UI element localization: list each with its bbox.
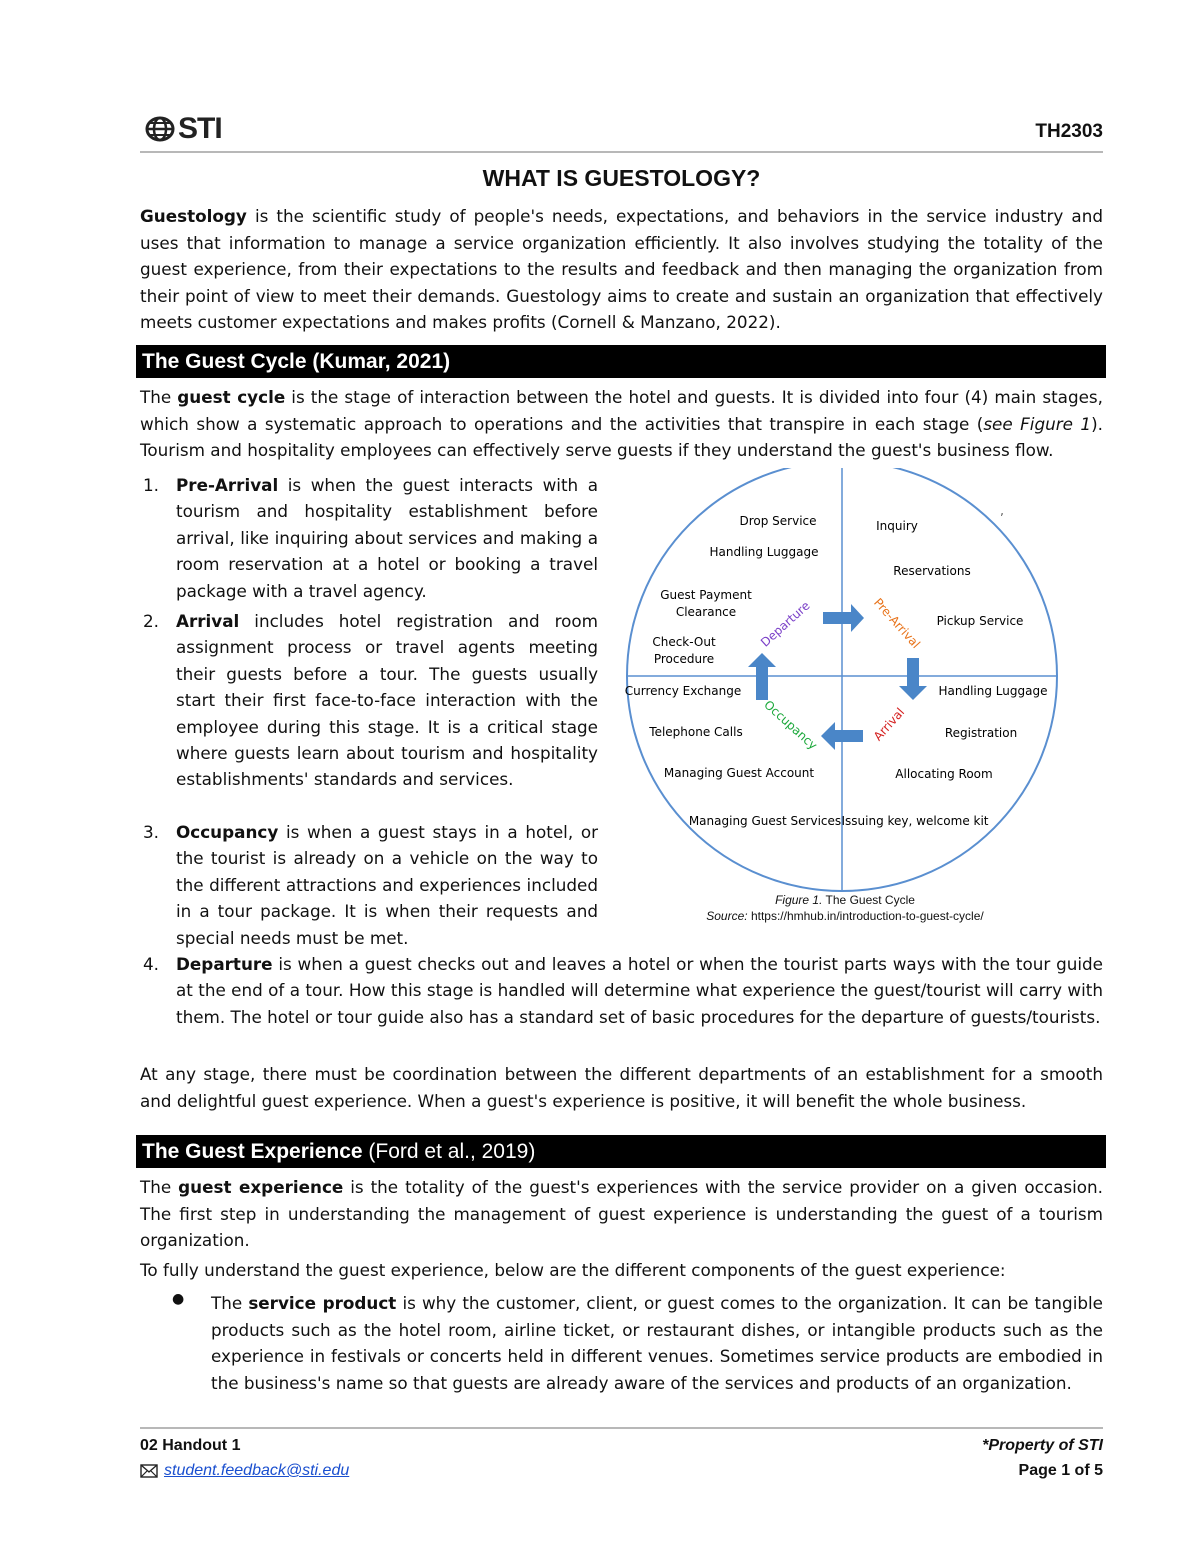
list-item-text: is when a guest checks out and leaves a hotel or when the tourist parts ways with the tour guide at the end of a tour. How this stage is handled will determine what experience the guest/tourist will carry with them. The hotel or tour guide also has a standard set of basic procedures for the departure of guests/tourists.	[176, 954, 1103, 1027]
list-item-occupancy	[176, 819, 598, 951]
intro-paragraph	[140, 203, 1103, 336]
arrow-right-icon	[823, 604, 864, 632]
header-divider	[140, 151, 1103, 153]
caption-label: Figure 1.	[775, 893, 823, 907]
feedback-email-link[interactable]: student.feedback@sti.edu	[164, 1462, 350, 1479]
bullet-service-product	[211, 1290, 1103, 1396]
guest-experience-paragraph	[140, 1174, 1103, 1254]
section-heading-guest-experience	[136, 1135, 1106, 1168]
list-number: 3.	[143, 822, 160, 842]
departure-item: Procedure	[653, 652, 715, 666]
sti-logo	[145, 112, 222, 146]
p1-term: guest cycle	[177, 387, 286, 407]
list-item-term: Pre-Arrival	[176, 475, 279, 495]
footer-divider	[140, 1427, 1103, 1429]
stage-label-arrival: Arrival	[870, 705, 908, 744]
guest-cycle-diagram	[612, 468, 1072, 894]
source-label: Source:	[706, 909, 748, 923]
page-title: WHAT IS GUESTOLOGY?	[482, 165, 761, 191]
handout-label: 02 Handout 1	[140, 1437, 241, 1454]
mail-icon	[140, 1464, 158, 1478]
figure-source	[640, 909, 1050, 923]
bullet-start: The	[211, 1293, 249, 1313]
p1-end: ). Tourism and hospitality employees can effectively serve guests if they understand the guest's business flow.	[140, 413, 1103, 460]
arrival-item: Handling Luggage	[938, 684, 1048, 698]
page-number: Page 1 of 5	[1018, 1462, 1103, 1479]
intro-text: is the scientific study of people's needs, expectations, and behaviors in the service industry and uses that information to manage a service organization efficiently. It also involves studying the totality of the guest experience, from their expectations to the results and feedback and then managing the organization from their point of view to meet their demands. Guestology aims to create and sustain an organization that effectively meets customer expectations and makes profits (Cornell & Manzano, 2022).	[140, 206, 1103, 332]
section-heading-citation: (Ford et al., 2019)	[362, 1140, 536, 1163]
list-item-arrival	[176, 608, 598, 793]
bullet-term: service product	[248, 1293, 397, 1313]
closing-paragraph: At any stage, there must be coordination between the different departments of an establishment for a smooth and delightful guest experience. When a guest's experience is positive, it will benefit the whole business.	[140, 1064, 1103, 1111]
list-item-term: Departure	[176, 954, 273, 974]
section-heading-guest-cycle	[136, 345, 1106, 378]
feedback-email-row	[140, 1462, 349, 1480]
stage-label-pre-arrival: Pre-Arrival	[870, 595, 923, 652]
list-number: 1.	[143, 475, 160, 495]
arrival-item: Issuing key, welcome kit	[841, 814, 989, 828]
components-intro: To fully understand the guest experience, below are the different components of the guest experience:	[140, 1260, 1006, 1280]
intro-term: Guestology	[140, 206, 247, 226]
departure-item: Guest Payment	[660, 588, 752, 602]
source-url: https://hmhub.in/introduction-to-guest-cycle/	[747, 909, 984, 923]
list-item-term: Arrival	[176, 611, 240, 631]
course-code: TH2303	[1035, 121, 1103, 142]
occupancy-item: Managing Guest Services	[688, 814, 842, 828]
caption-title: The Guest Cycle	[822, 893, 915, 907]
occupancy-item: Telephone Calls	[649, 725, 743, 739]
figure-reference: see Figure 1	[983, 413, 1092, 434]
p1-start: The	[140, 387, 178, 407]
pre-arrival-item: Pickup Service	[936, 614, 1024, 628]
list-number: 4.	[143, 954, 160, 974]
p1-mid: is the stage of interaction between the hotel and guests. It is divided into four (4) main stages, which show a systematic approach to operations and the activities that transpire in each stage (	[140, 387, 1103, 434]
bullet-icon: ●	[172, 1291, 185, 1307]
departure-item: Check-Out	[652, 635, 716, 649]
property-text: *Property of STI	[982, 1437, 1103, 1454]
list-item-text: is when a guest stays in a hotel, or the tourist is already on a vehicle on the way to the different attractions and experiences included in a tour package. It is when their requests and special needs must be met.	[176, 822, 598, 948]
globe-icon	[145, 116, 175, 142]
guest-cycle-paragraph	[140, 384, 1103, 464]
arrow-down-icon	[899, 658, 927, 700]
p1-start: The	[140, 1177, 179, 1197]
occupancy-item: Managing Guest Account	[663, 766, 815, 780]
departure-item: Clearance	[675, 605, 737, 619]
arrival-item: Registration	[944, 726, 1018, 740]
stage-label-departure: Departure	[758, 598, 813, 650]
section-heading-text: The Guest Experience	[142, 1140, 363, 1163]
stage-label-occupancy: Occupancy	[761, 697, 821, 753]
departure-item: Handling Luggage	[709, 545, 819, 559]
list-item-text: is when the guest interacts with a tourism and hospitality establishment before arrival, like inquiring about services and making a room reservation at a hotel or booking a travel package with a travel agency.	[176, 475, 598, 601]
bullet-end: is why the customer, client, or guest comes to the organization. It can be tangible products such as the hotel room, airline ticket, or restaurant dishes, or intangible products such as the experience in festivals or concerts held in different venues. Sometimes service products are embodied in the business's name so that guests are already aware of the services and products of an organization.	[211, 1293, 1103, 1393]
logo-text: STI	[178, 112, 222, 145]
pre-arrival-item: Inquiry	[876, 519, 918, 533]
property-label	[982, 1437, 1103, 1455]
p1-end: is the totality of the guest's experiences with the service provider on a given occasion. The first step in understanding the management of guest experience is understanding the guest of a tourism organization.	[140, 1177, 1104, 1250]
section-heading-text: The Guest Cycle (Kumar, 2021)	[142, 350, 451, 373]
arrival-item: Allocating Room	[895, 767, 993, 781]
list-item-departure	[176, 951, 1103, 1030]
figure-caption	[700, 893, 990, 907]
list-item-pre-arrival	[176, 472, 598, 604]
stray-mark: ʼ	[1000, 511, 1004, 525]
p1-term: guest experience	[178, 1177, 344, 1197]
list-number: 2.	[143, 611, 160, 631]
occupancy-item: Currency Exchange	[624, 684, 742, 698]
list-item-text: includes hotel registration and room assignment process or travel agents meeting their guests before a tour. The guests usually start their first face-to-face interaction with the employee during this stage. It is a critical stage where guests learn about tourism and hospitality establishments' standards and services.	[176, 611, 598, 790]
list-item-term: Occupancy	[176, 822, 279, 842]
pre-arrival-item: Reservations	[893, 564, 971, 578]
departure-item: Drop Service	[739, 514, 817, 528]
